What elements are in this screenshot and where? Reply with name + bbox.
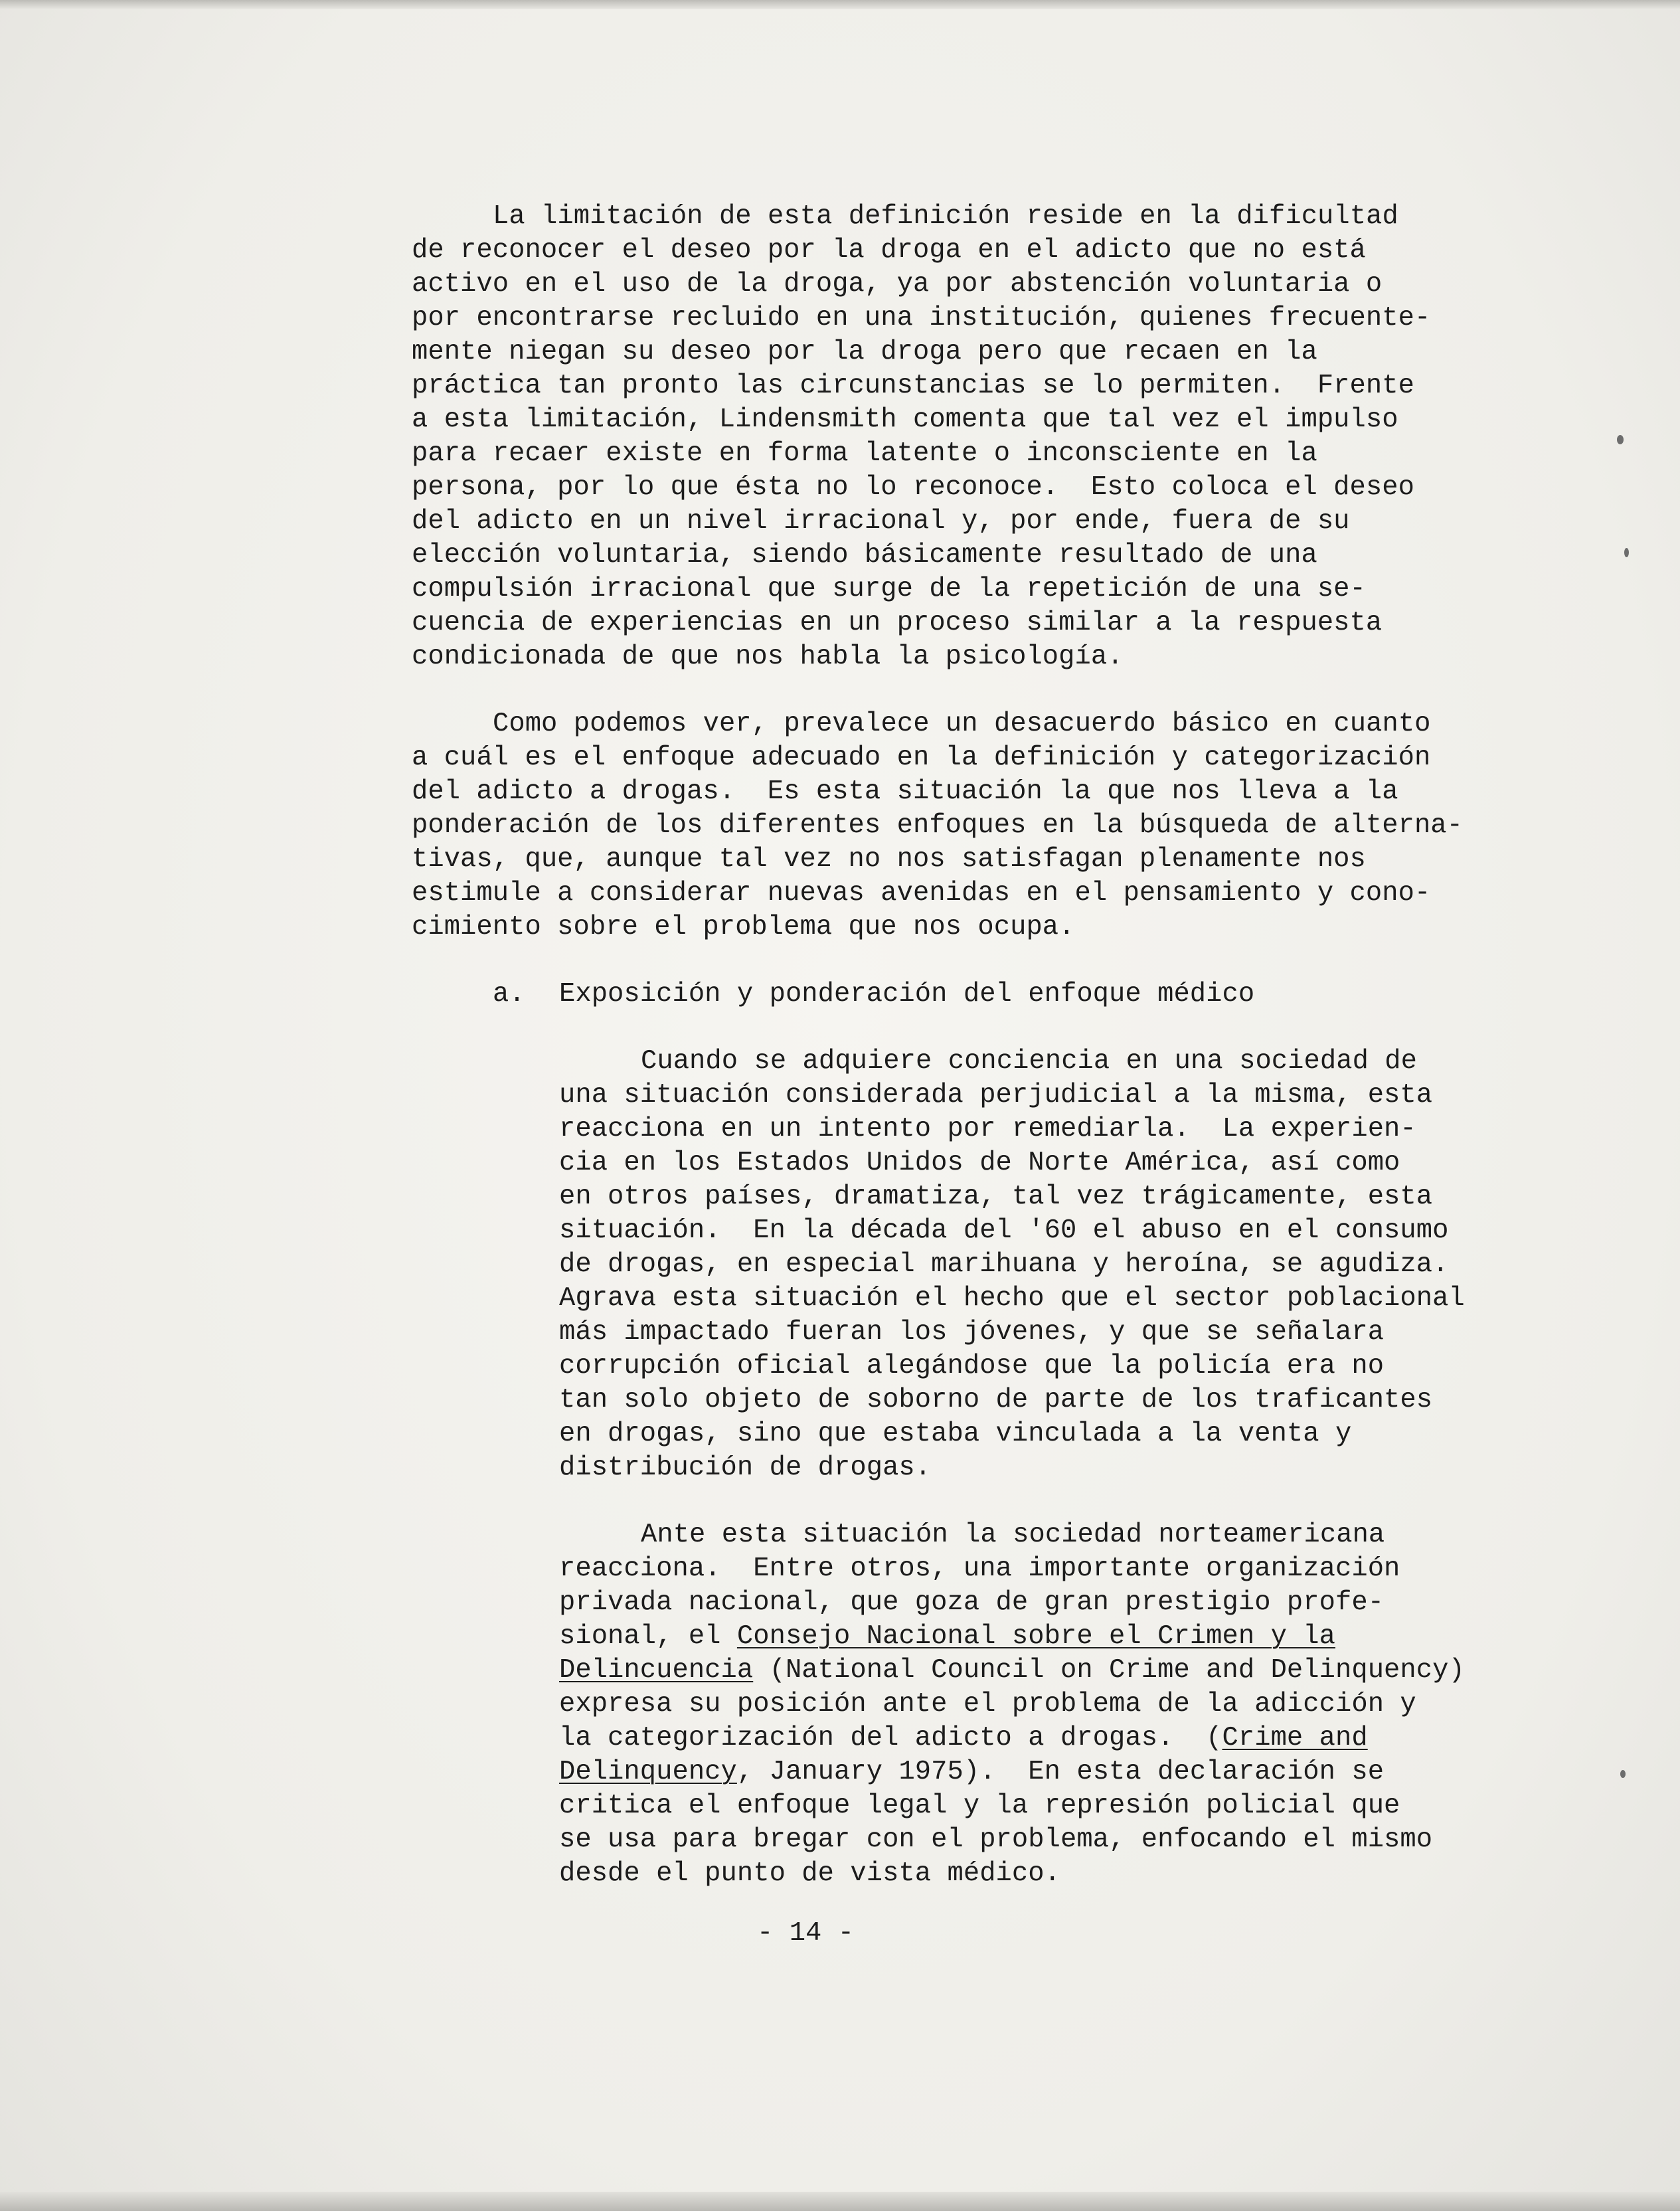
text-segment: , January 1975). En esta declaración se — [736, 1757, 1385, 1787]
text-line: a esta limitación, Lindensmith comenta que tal vez el impulso — [412, 404, 1398, 435]
text-line: en otros países, dramatiza, tal vez trágicamente, esta — [559, 1182, 1433, 1212]
text-line: cuencia de experiencias en un proceso similar a la respuesta — [412, 608, 1383, 638]
text-line: reacciona. Entre otros, una importante organización — [559, 1553, 1400, 1584]
text-line: critica el enfoque legal y la represión policial que — [559, 1791, 1400, 1821]
text-line: corrupción oficial alegándose que la policía era no — [559, 1351, 1385, 1381]
text-line: privada nacional, que goza de gran prestigio profe- — [559, 1587, 1385, 1618]
text-line: a cuál es el enfoque adecuado en la definición y categorización — [412, 743, 1431, 773]
underlined-organization-name: Delincuencia — [559, 1655, 754, 1686]
text-line: activo en el uso de la droga, ya por abstención voluntaria o — [412, 269, 1383, 300]
text-line: estimule a considerar nuevas avenidas en el pensamiento y cono- — [412, 878, 1431, 909]
text-line: distribución de drogas. — [559, 1453, 932, 1483]
text-line: tivas, que, aunque tal vez no nos satisfagan plenamente nos — [412, 844, 1366, 875]
scan-top-edge — [0, 0, 1680, 9]
text-line: en drogas, sino que estaba vinculada a la venta y — [559, 1419, 1352, 1449]
text-line: de reconocer el deseo por la droga en el adicto que no está — [412, 235, 1366, 266]
underlined-publication-title: Delinquency — [559, 1757, 737, 1787]
text-line: condicionada de que nos habla la psicología. — [412, 642, 1124, 672]
page-number: - 14 - — [757, 1918, 855, 1949]
text-segment: la categorización del adicto a drogas. ( — [559, 1723, 1222, 1753]
scan-speck — [1620, 1770, 1626, 1778]
underlined-publication-title: Crime and — [1222, 1723, 1368, 1753]
text-line: para recaer existe en forma latente o inconsciente en la — [412, 438, 1317, 469]
text-line: Como podemos ver, prevalece un desacuerdo básico en cuanto — [493, 709, 1431, 739]
text-line: cimiento sobre el problema que nos ocupa. — [412, 912, 1075, 942]
text-line: La limitación de esta definición reside en la dificultad — [493, 201, 1398, 232]
text-line: de drogas, en especial marihuana y heroína, se agudiza. — [559, 1249, 1449, 1280]
text-line: ponderación de los diferentes enfoques en la búsqueda de alterna- — [412, 810, 1464, 841]
scan-bottom-edge — [0, 2192, 1680, 2211]
text-line: Agrava esta situación el hecho que el sector poblacional — [559, 1283, 1465, 1314]
text-line: se usa para bregar con el problema, enfocando el mismo — [559, 1824, 1433, 1855]
underlined-organization-name: Consejo Nacional sobre el Crimen y la — [736, 1621, 1336, 1652]
text-line: por encontrarse recluido en una institución, quienes frecuente- — [412, 303, 1431, 333]
text-line: mente niegan su deseo por la droga pero que recaen en la — [412, 337, 1317, 367]
text-segment: sional, el — [559, 1621, 737, 1652]
text-line: Ante esta situación la sociedad norteamericana — [641, 1520, 1385, 1550]
text-line: una situación considerada perjudicial a la misma, esta — [559, 1080, 1433, 1110]
scan-speck — [1624, 548, 1629, 557]
text-line — [559, 1623, 1335, 1650]
text-line: compulsión irracional que surge de la repetición de una se- — [412, 574, 1366, 604]
text-line: Cuando se adquiere conciencia en una sociedad de — [641, 1046, 1417, 1077]
text-line: elección voluntaria, siendo básicamente resultado de una — [412, 540, 1317, 571]
text-line — [559, 1725, 1368, 1752]
text-segment: (National Council on Crime and Delinquency) — [753, 1655, 1465, 1686]
scan-speck — [1617, 435, 1624, 444]
text-line: del adicto en un nivel irracional y, por ende, fuera de su — [412, 506, 1350, 537]
section-marker: a. — [493, 979, 525, 1010]
text-line: situación. En la década del '60 el abuso en el consumo — [559, 1215, 1449, 1246]
text-line: práctica tan pronto las circunstancias se lo permiten. Frente — [412, 371, 1414, 401]
text-line: reacciona en un intento por remediarla. La experien- — [559, 1114, 1416, 1144]
text-line: desde el punto de vista médico. — [559, 1858, 1060, 1889]
text-line: cia en los Estados Unidos de Norte América, así como — [559, 1148, 1400, 1178]
text-line — [559, 1657, 1465, 1684]
text-line: persona, por lo que ésta no lo reconoce. Esto coloca el deseo — [412, 472, 1414, 503]
text-line: más impactado fueran los jóvenes, y que se señalara — [559, 1317, 1385, 1348]
text-line: tan solo objeto de soborno de parte de los traficantes — [559, 1385, 1433, 1415]
text-line: del adicto a drogas. Es esta situación la que nos lleva a la — [412, 776, 1398, 807]
text-line: expresa su posición ante el problema de la adicción y — [559, 1689, 1416, 1720]
text-line — [559, 1759, 1384, 1786]
section-title: Exposición y ponderación del enfoque médico — [559, 979, 1255, 1010]
